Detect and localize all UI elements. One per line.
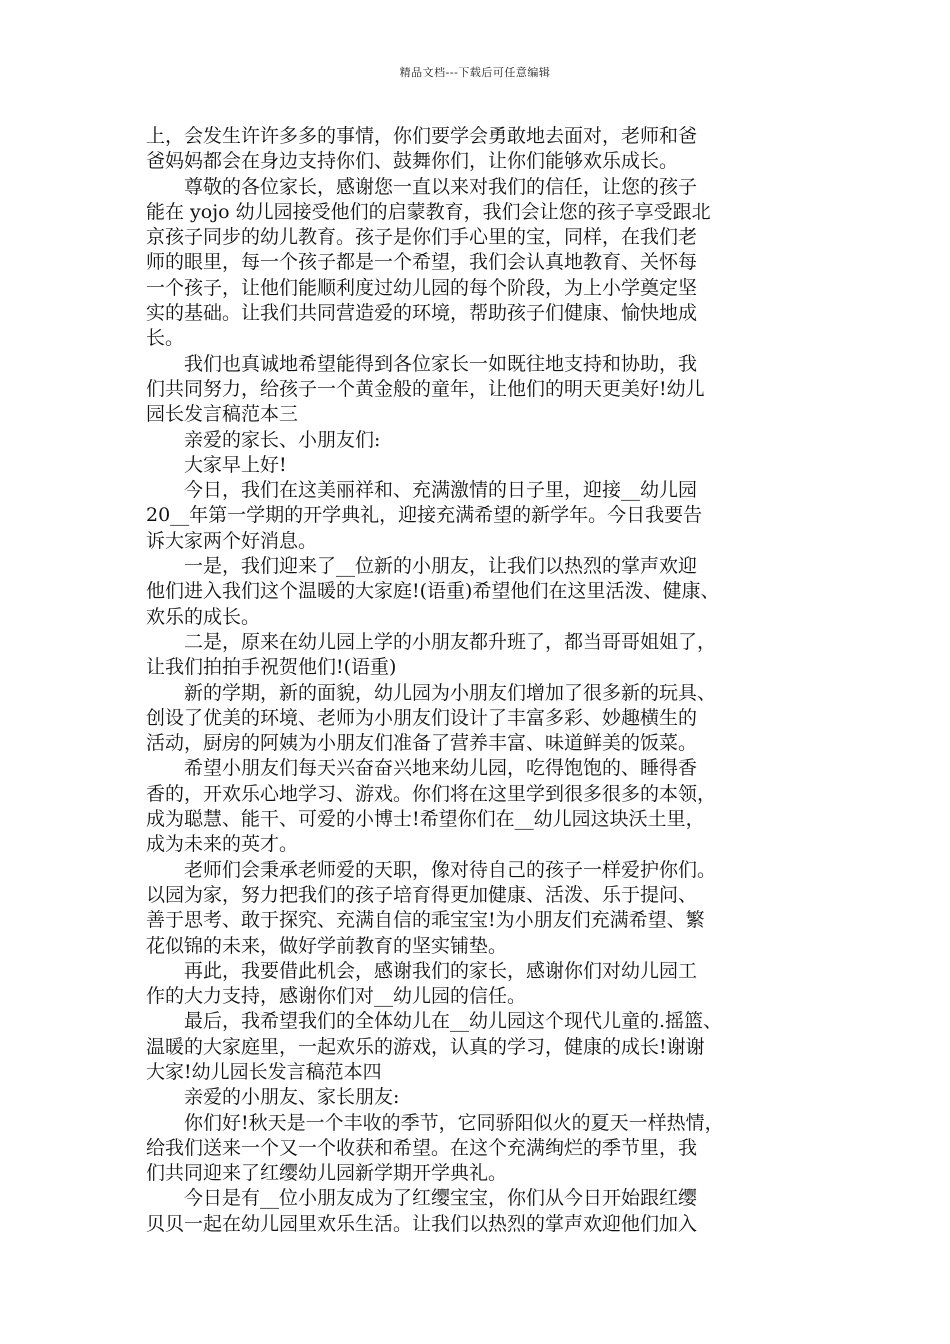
text-line: 成为聪慧、能干、可爱的小博士!希望你们在__幼儿园这块沃土里， xyxy=(146,808,705,831)
text-line: 长。 xyxy=(146,327,185,350)
text-line: 二是，原来在幼儿园上学的小朋友都升班了，都当哥哥姐姐了， xyxy=(146,630,717,653)
text-line: 新的学期，新的面貌，幼儿园为小朋友们增加了很多新的玩具、 xyxy=(146,681,717,704)
text-line: 让我们拍拍手祝贺他们!(语重) xyxy=(146,656,397,679)
page-header: 精品文档---下载后可任意编辑 xyxy=(399,66,551,79)
text-line: 20__年第一学期的开学典礼，迎接充满希望的新学年。今日我要告 xyxy=(146,504,703,527)
text-line: 我们也真诚地希望能得到各位家长一如既往地支持和协助，我 xyxy=(146,352,698,375)
text-line: 诉大家两个好消息。 xyxy=(146,529,318,552)
text-line: 上，会发生许许多多的事情，你们要学会勇敢地去面对，老师和爸 xyxy=(146,125,698,147)
text-line: 贝贝一起在幼儿园里欢乐生活。让我们以热烈的掌声欢迎他们加入 xyxy=(146,1212,698,1235)
text-line: 最后，我希望我们的全体幼儿在__幼儿园这个现代儿童的.摇篮、 xyxy=(146,1010,723,1033)
text-line: 创设了优美的环境、老师为小朋友们设计了丰富多彩、妙趣横生的 xyxy=(146,706,698,729)
text-line: 能在 yojo 幼儿园接受他们的启蒙教育，我们会让您的孩子享受跟北 xyxy=(146,200,711,223)
text-line: 给我们送来一个又一个收获和希望。在这个充满绚烂的季节里，我 xyxy=(146,1136,698,1159)
text-line: 师的眼里，每一个孩子都是一个希望，我们会认真地教育、关怀每 xyxy=(146,251,698,274)
document-body xyxy=(146,124,806,1237)
text-line: 爸妈妈都会在身边支持你们、鼓舞你们，让你们能够欢乐成长。 xyxy=(146,150,679,173)
text-line: 实的基础。让我们共同营造爱的环境，帮助孩子们健康、愉快地成 xyxy=(146,302,698,325)
text-line: 他们进入我们这个温暖的大家庭!(语重)希望他们在这里活泼、健康、 xyxy=(146,580,720,603)
text-line: 再此，我要借此机会，感谢我们的家长，感谢你们对幼儿园工 xyxy=(146,959,698,982)
text-line: 成为未来的英才。 xyxy=(146,833,299,856)
text-line: 以园为家，努力把我们的孩子培育得更加健康、活泼、乐于提问、 xyxy=(146,883,698,906)
text-line: 一是，我们迎来了__位新的小朋友，让我们以热烈的掌声欢迎 xyxy=(146,555,698,578)
text-line: 今日，我们在这美丽祥和、充满激情的日子里，迎接__幼儿园 xyxy=(146,479,698,502)
text-line: 老师们会秉承老师爱的天职，像对待自己的孩子一样爱护你们。 xyxy=(146,858,717,881)
text-line: 欢乐的成长。 xyxy=(146,605,261,628)
text-line: 香的，开欢乐心地学习、游戏。你们将在这里学到很多很多的本领， xyxy=(146,782,717,805)
text-line: 尊敬的各位家长，感谢您一直以来对我们的信任，让您的孩子 xyxy=(146,175,698,198)
text-line: 你们好!秋天是一个丰收的季节，它同骄阳似火的夏天一样热情， xyxy=(146,1111,724,1134)
text-line: 善于思考、敢于探究、充满自信的乖宝宝!为小朋友们充满希望、繁 xyxy=(146,909,705,932)
text-line: 京孩子同步的幼儿教育。孩子是你们手心里的宝，同样，在我们老 xyxy=(146,226,698,249)
text-line: 园长发言稿范本三 xyxy=(146,403,299,426)
text-line: 花似锦的未来，做好学前教育的坚实铺垫。 xyxy=(146,934,508,957)
text-line: 们共同努力，给孩子一个黄金般的童年，让他们的明天更美好!幼儿 xyxy=(146,377,705,400)
text-line: 一个孩子，让他们能顺利度过幼儿园的每个阶段，为上小学奠定坚 xyxy=(146,276,698,299)
text-line: 亲爱的家长、小朋友们: xyxy=(146,428,381,451)
text-line: 今日是有__位小朋友成为了红缨宝宝，你们从今日开始跟红缨 xyxy=(146,1187,698,1210)
text-line: 们共同迎来了红缨幼儿园新学期开学典礼。 xyxy=(146,1162,508,1185)
text-line: 大家!幼儿园长发言稿范本四 xyxy=(146,1060,382,1083)
text-line: 亲爱的小朋友、家长朋友: xyxy=(146,1086,400,1109)
text-line: 活动，厨房的阿姨为小朋友们准备了营养丰富、味道鲜美的饭菜。 xyxy=(146,732,698,755)
text-line: 大家早上好! xyxy=(146,453,287,476)
text-line: 希望小朋友们每天兴奋奋兴地来幼儿园，吃得饱饱的、睡得香 xyxy=(146,757,698,780)
text-line: 温暖的大家庭里，一起欢乐的游戏，认真的学习，健康的成长!谢谢 xyxy=(146,1035,705,1058)
text-line: 作的大力支持，感谢你们对__幼儿园的信任。 xyxy=(146,985,527,1008)
